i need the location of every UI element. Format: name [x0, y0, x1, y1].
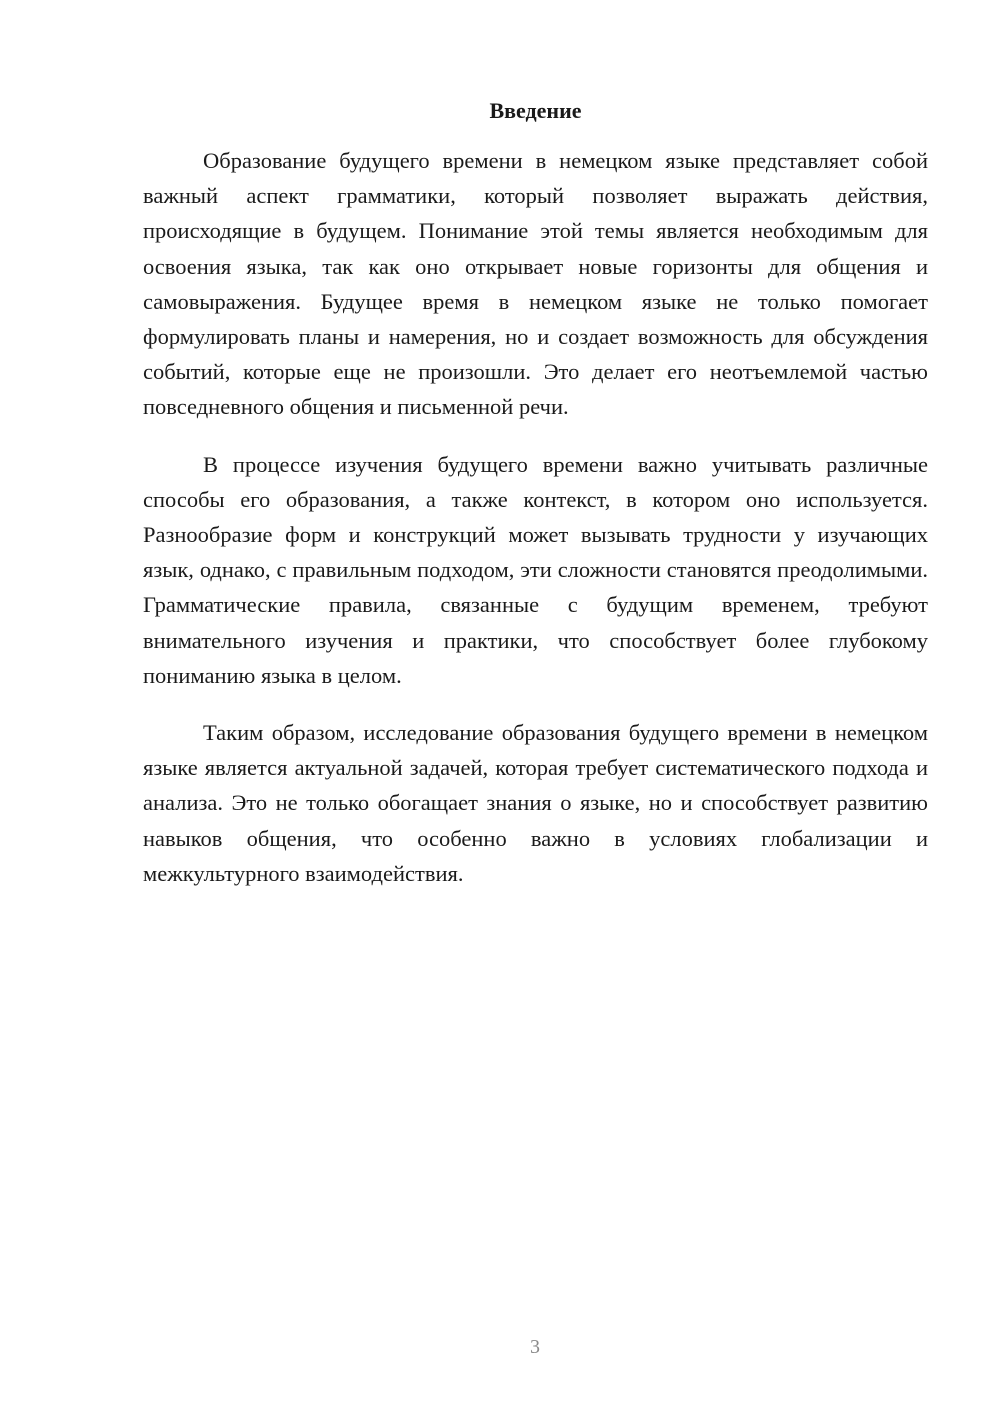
section-heading: Введение [489, 98, 582, 123]
paragraph-2: В процессе изучения будущего времени важно учитывать различные способы его образования, а также контекст, в котором оно используется. Разнообразие форм и конструкций может вызывать трудности у изучающих язык, однако, с правильным подходом, эти сложности становятся преодолимыми. Грамматические правила, связанные с будущим временем, требуют внимательного изучения и практики, что способствует более глубокому пониманию языка в целом. [143, 451, 928, 688]
body-text [143, 143, 928, 913]
page-number: 3 [530, 1336, 540, 1358]
paragraph-3: Таким образом, исследование образования будущего времени в немецком языке является актуальной задачей, которая требует систематического подхода и анализа. Это не только обогащает знания о языке, но и способствует развитию навыков общения, что особенно важно в условиях глобализации и межкультурного взаимодействия. [143, 720, 928, 886]
paragraph-1: Образование будущего времени в немецком языке представляет собой важный аспект грамматики, который позволяет выражать действия, происходящие в будущем. Понимание этой темы является необходимым для освоения языка, так как оно открывает новые горизонты для общения и самовыражения. Будущее время в немецком языке не только помогает формулировать планы и намерения, но и создает возможность для обсуждения событий, которые еще не произошли. Это делает его неотъемлемой частью повседневного общения и письменной речи. [143, 148, 928, 420]
